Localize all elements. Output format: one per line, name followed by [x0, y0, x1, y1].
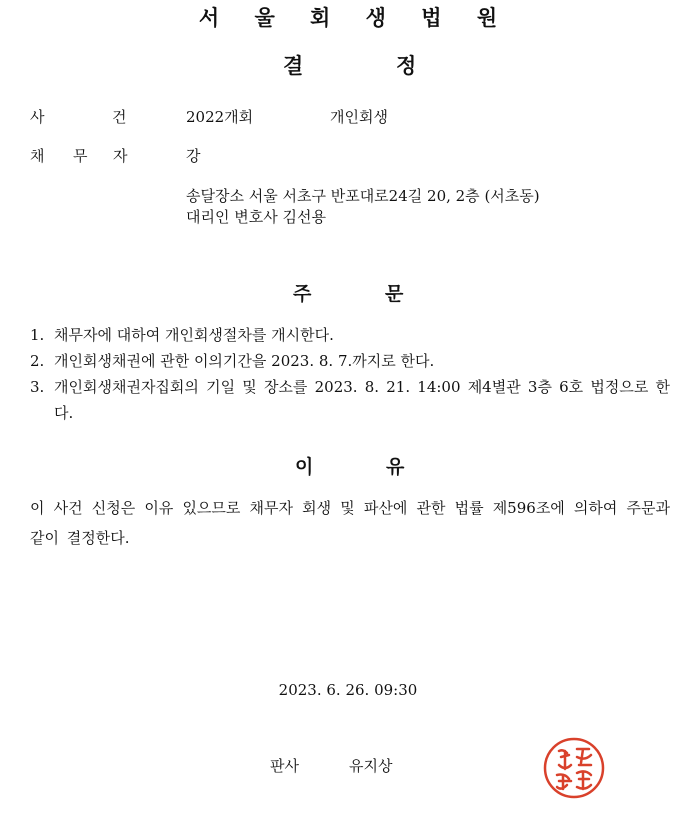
order-title-left: 주	[293, 283, 312, 305]
case-label-second: 건	[112, 108, 127, 126]
order-item-2	[30, 348, 670, 374]
order-item-text: 개인회생채권에 관한 이의기간을 2023. 8. 7.까지로 한다.	[54, 352, 435, 370]
attorney: 대리인 변호사 김선용	[186, 208, 326, 226]
reason-text: 이 사건 신청은 이유 있으므로 채무자 회생 및 파산에 관한 법률 제596조에 의하여 주문과 같이 결정한다.	[30, 499, 670, 547]
case-row	[0, 106, 696, 126]
order-title-right: 문	[385, 283, 404, 305]
order-item-1	[30, 322, 670, 348]
debtor-row	[0, 145, 696, 165]
order-item-number: 2.	[30, 352, 45, 370]
document-title-right: 정	[396, 54, 417, 78]
case-name: 개인회생	[330, 108, 388, 126]
judge-name: 유지상	[349, 757, 393, 775]
order-item-text: 개인회생채권자집회의 기일 및 장소를 2023. 8. 21. 14:00 제4별관 3층 6호 법정으로 한다.	[54, 378, 670, 422]
order-item-number: 3.	[30, 378, 45, 396]
order-item-text: 채무자에 대하여 개인회생절차를 개시한다.	[54, 326, 334, 344]
court-name: 서 울 회 생 법 원	[198, 6, 512, 30]
reason-title-right: 유	[386, 456, 405, 478]
order-item-number: 1.	[30, 326, 45, 344]
order-item-3	[30, 374, 670, 426]
debtor-label-char3: 자	[113, 147, 128, 165]
debtor-name: 강	[186, 147, 201, 165]
judge-seal-icon	[541, 735, 607, 801]
case-number: 2022개회	[186, 108, 254, 126]
judge-title: 판사	[270, 757, 299, 775]
document-title-left: 결	[283, 54, 304, 78]
service-address: 송달장소 서울 서초구 반포대로24길 20, 2층 (서초동)	[186, 187, 540, 205]
decision-datetime: 2023. 6. 26. 09:30	[278, 681, 418, 699]
debtor-label-char1: 채	[30, 147, 45, 165]
debtor-label-char2: 무	[73, 147, 88, 165]
case-label-first: 사	[30, 108, 45, 126]
reason-title-left: 이	[295, 456, 314, 478]
